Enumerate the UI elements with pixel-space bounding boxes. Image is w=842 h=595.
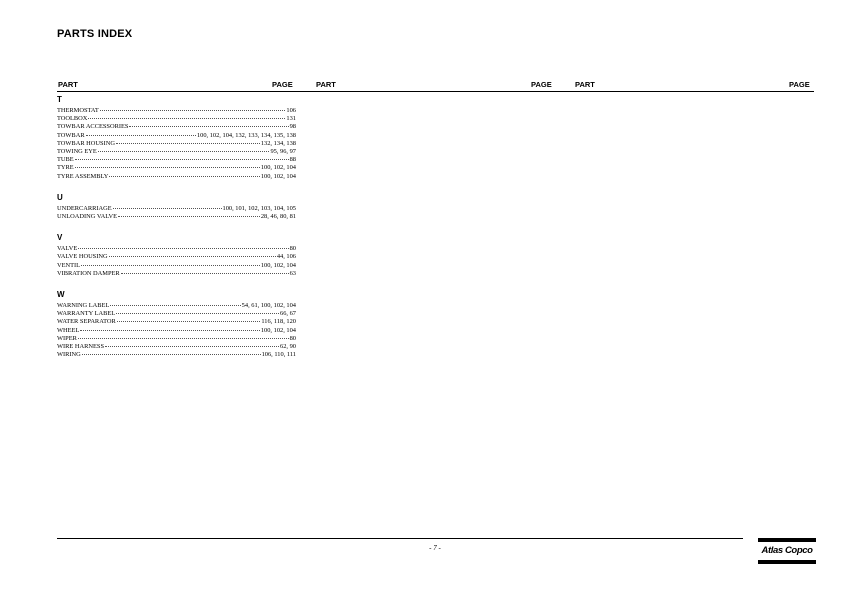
logo-wordmark: Atlas Copco (761, 545, 813, 556)
page-refs: 44, 106 (276, 253, 296, 261)
column-1-part-header: PART (58, 80, 78, 89)
page-refs: 28, 46, 80, 81 (260, 213, 296, 221)
dot-leader (121, 273, 289, 274)
index-entry (57, 132, 296, 140)
index-column-1 (57, 95, 296, 371)
part-name: THERMOSTAT (57, 107, 99, 114)
index-entry (57, 270, 296, 278)
page-refs: 132, 134, 138 (260, 139, 296, 147)
dot-leader (75, 167, 260, 168)
letter-heading: V (57, 233, 63, 243)
page-refs: 66, 67 (280, 310, 296, 318)
page-title: PARTS INDEX (57, 28, 133, 40)
letter-group-t (57, 95, 296, 181)
letter-heading: U (57, 192, 63, 202)
index-entry (57, 327, 296, 335)
part-name: TOWBAR (57, 131, 85, 139)
dot-leader (81, 265, 260, 266)
page-refs: 80 (289, 245, 296, 253)
part-name: WIRE HARNESS (57, 343, 105, 351)
page-refs: 116, 118, 120 (261, 318, 296, 326)
dot-leader (86, 135, 196, 136)
page-refs: 100, 101, 102, 103, 104, 105 (222, 204, 296, 212)
index-entry (57, 245, 296, 253)
column-2-page-header: PAGE (531, 80, 552, 89)
part-name: TUBE (57, 156, 74, 164)
part-name: TOWING EYE (57, 148, 97, 156)
part-name: TYRE ASSEMBLY (57, 172, 109, 180)
dot-leader (117, 321, 261, 322)
page-refs: 88 (289, 156, 296, 164)
page-refs: 80 (289, 334, 296, 342)
index-entry (57, 107, 296, 115)
page-refs: 100, 102, 104 (260, 326, 296, 334)
index-entry (57, 262, 296, 270)
dot-leader (105, 346, 279, 347)
index-entry (57, 164, 296, 172)
page-refs: 106, 110, 111 (261, 351, 296, 359)
dot-leader (113, 208, 222, 209)
part-name: WIRING (57, 351, 81, 359)
page-number: - 7 - (429, 544, 441, 552)
dot-leader (98, 151, 270, 152)
column-3-page-header: PAGE (789, 80, 810, 89)
letter-heading: W (57, 290, 65, 300)
dot-leader (116, 143, 260, 144)
index-entry (57, 205, 296, 213)
page-refs: 100, 102, 104, 132, 133, 134, 135, 138 (196, 131, 296, 139)
page-refs: 95, 96, 97 (270, 148, 296, 156)
footer-divider (57, 538, 743, 539)
part-name: WATER SEPARATOR (57, 318, 116, 326)
index-entry (57, 335, 296, 343)
page-refs: 98 (289, 123, 296, 131)
part-name: TYRE (57, 164, 74, 172)
index-entry (57, 148, 296, 156)
column-2-part-header: PART (316, 80, 336, 89)
part-name: TOWBAR ACCESSORIES (57, 123, 129, 131)
part-name: VIBRATION DAMPER (57, 269, 120, 277)
part-name: TOWBAR HOUSING (57, 139, 115, 147)
letter-group-w (57, 290, 296, 359)
letter-group-v (57, 233, 296, 278)
letter-heading: T (57, 95, 62, 104)
dot-leader (78, 248, 288, 249)
column-3-part-header: PART (575, 80, 595, 89)
page-refs: 63 (289, 269, 296, 277)
part-name: WARNING LABEL (57, 302, 110, 310)
page-refs: 62, 90 (280, 343, 296, 351)
part-name: TOOLBOX (57, 115, 88, 123)
dot-leader (78, 338, 289, 339)
dot-leader (109, 176, 259, 177)
index-entry (57, 351, 296, 359)
index-entry (57, 156, 296, 164)
index-entry (57, 318, 296, 326)
letter-group-u (57, 193, 296, 221)
index-entry (57, 343, 296, 351)
part-name: VENTIL (57, 261, 81, 269)
dot-leader (116, 313, 279, 314)
part-name: VALVE HOUSING (57, 253, 108, 261)
dot-leader (75, 159, 289, 160)
dot-leader (100, 110, 286, 111)
dot-leader (109, 256, 276, 257)
index-entry (57, 140, 296, 148)
index-entry (57, 302, 296, 310)
part-name: UNLOADING VALVE (57, 213, 118, 221)
header-divider (57, 91, 814, 92)
logo-top-bar (758, 538, 816, 542)
page-refs: 106 (286, 107, 296, 114)
dot-leader (110, 305, 240, 306)
dot-leader (129, 126, 288, 127)
dot-leader (118, 216, 260, 217)
part-name: VALVE (57, 245, 78, 253)
page-refs: 100, 102, 104 (260, 172, 296, 180)
page-refs: 100, 102, 104 (260, 261, 296, 269)
part-name: WARRANTY LABEL (57, 310, 116, 318)
part-name: UNDERCARRIAGE (57, 204, 112, 212)
page-refs: 100, 102, 104 (260, 164, 296, 172)
dot-leader (80, 330, 259, 331)
page-refs: 131 (286, 115, 296, 123)
page-refs: 54, 61, 100, 102, 104 (241, 302, 296, 310)
part-name: WIPER (57, 334, 77, 342)
index-entry (57, 310, 296, 318)
part-name: WHEEL (57, 326, 80, 334)
index-entry (57, 213, 296, 221)
atlas-copco-logo (758, 536, 816, 566)
index-entry (57, 123, 296, 131)
dot-leader (82, 354, 261, 355)
index-entry (57, 253, 296, 261)
dot-leader (88, 118, 285, 119)
index-entry (57, 173, 296, 181)
column-1-page-header: PAGE (272, 80, 293, 89)
index-entry (57, 115, 296, 123)
logo-bottom-bar (758, 560, 816, 564)
